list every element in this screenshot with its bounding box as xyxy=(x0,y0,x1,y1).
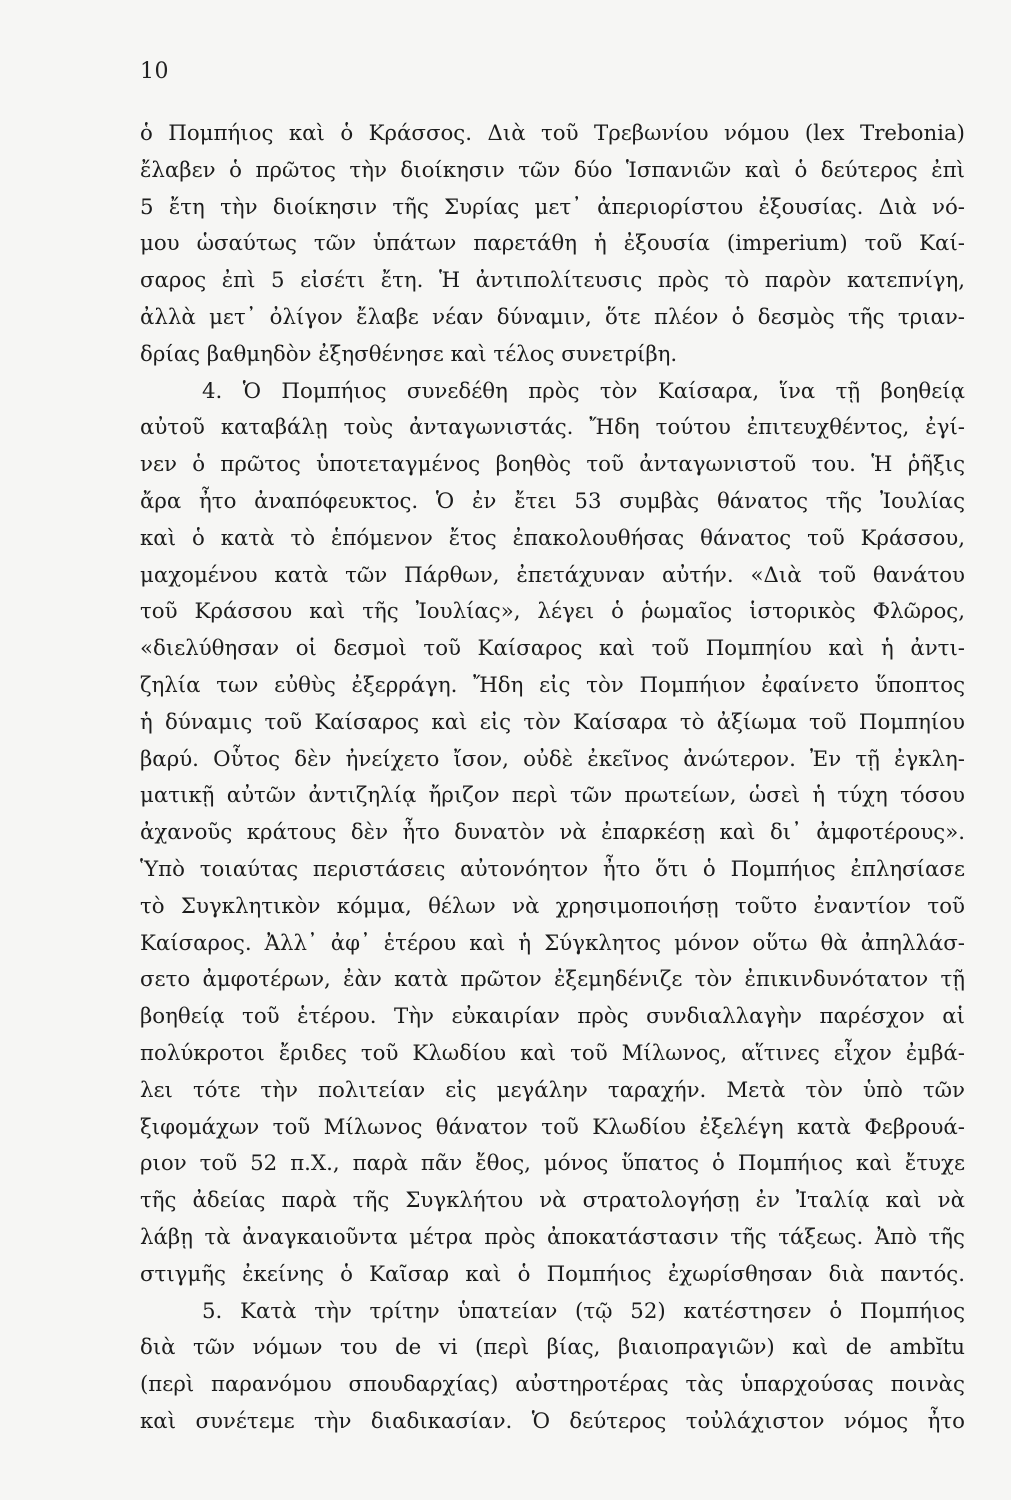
text-line: τὸ Συγκλητικὸν κόμμα, θέλων νὰ χρησιμοποιήσῃ τοῦτο ἐναντίον τοῦ xyxy=(140,893,965,919)
text-line: ἀλλὰ μετ᾽ ὀλίγον ἔλαβε νέαν δύναμιν, ὅτε πλέον ὁ δεσμὸς τῆς τριαν- xyxy=(140,304,965,330)
text-line: ζηλία των εὐθὺς ἐξερράγη. Ἤδη εἰς τὸν Πομπήιον ἐφαίνετο ὕποπτος xyxy=(140,672,965,698)
text-line: τῆς ἀδείας παρὰ τῆς Συγκλήτου νὰ στρατολογήσῃ ἐν Ἰταλίᾳ καὶ νὰ xyxy=(140,1188,965,1214)
text-line: λει τότε τὴν πολιτείαν εἰς μεγάλην ταραχήν. Μετὰ τὸν ὑπὸ τῶν xyxy=(140,1077,965,1103)
text-line: 4. Ὁ Πομπήιος συνεδέθη πρὸς τὸν Καίσαρα, ἵνα τῇ βοηθείᾳ xyxy=(202,378,965,404)
text-line: νεν ὁ πρῶτος ὑποτεταγμένος βοηθὸς τοῦ ἀνταγωνιστοῦ του. Ἡ ῥῆξις xyxy=(140,452,965,478)
text-line: λάβῃ τὰ ἀναγκαιοῦντα μέτρα πρὸς ἀποκατάστασιν τῆς τάξεως. Ἀπὸ τῆς xyxy=(140,1224,965,1250)
text-line: δρίας βαθμηδὸν ἐξησθένησε καὶ τέλος συνετρίβη. xyxy=(140,341,678,367)
text-line: μου ὡσαύτως τῶν ὑπάτων παρετάθη ἡ ἐξουσία (imperium) τοῦ Καί- xyxy=(140,231,965,257)
text-line: «διελύθησαν οἱ δεσμοὶ τοῦ Καίσαρος καὶ τοῦ Πομπηίου καὶ ἡ ἀντι- xyxy=(140,636,965,662)
text-line: (περὶ παρανόμου σπουδαρχίας) αὐστηροτέρας τὰς ὑπαρχούσας ποινὰς xyxy=(140,1372,965,1398)
text-line: Καίσαρος. Ἀλλ᾽ ἀφ᾽ ἑτέρου καὶ ἡ Σύγκλητος μόνον οὕτω θὰ ἀπηλλάσ- xyxy=(140,930,965,956)
text-line: ξιφομάχων τοῦ Μίλωνος θάνατον τοῦ Κλωδίου ἐξελέγη κατὰ Φεβρουά- xyxy=(140,1114,965,1140)
text-line: μαχομένου κατὰ τῶν Πάρθων, ἐπετάχυναν αὐτήν. «Διὰ τοῦ θανάτου xyxy=(140,562,965,588)
body-text xyxy=(140,116,965,1441)
text-line: ἡ δύναμις τοῦ Καίσαρος καὶ εἰς τὸν Καίσαρα τὸ ἀξίωμα τοῦ Πομπηίου xyxy=(140,709,965,735)
text-line: τοῦ Κράσσου καὶ τῆς Ἰουλίας», λέγει ὁ ῥωμαῖος ἱστορικὸς Φλῶρος, xyxy=(140,599,965,625)
text-line: καὶ συνέτεμε τὴν διαδικασίαν. Ὁ δεύτερος τοὐλάχιστον νόμος ἦτο xyxy=(140,1408,965,1434)
text-line: ἀχανοῦς κράτους δὲν ἦτο δυνατὸν νὰ ἐπαρκέσῃ καὶ δι᾽ ἀμφοτέρους». xyxy=(140,820,965,846)
text-line: στιγμῆς ἐκείνης ὁ Καῖσαρ καὶ ὁ Πομπήιος ἐχωρίσθησαν διὰ παντός. xyxy=(140,1261,965,1287)
text-line: 5 ἔτη τὴν διοίκησιν τῆς Συρίας μετ᾽ ἀπεριορίστου ἐξουσίας. Διὰ νό- xyxy=(140,194,965,220)
text-line: βοηθείᾳ τοῦ ἑτέρου. Τὴν εὐκαιρίαν πρὸς συνδιαλλαγὴν παρέσχον αἱ xyxy=(140,1004,965,1030)
text-line: ἔλαβεν ὁ πρῶτος τὴν διοίκησιν τῶν δύο Ἱσπανιῶν καὶ ὁ δεύτερος ἐπὶ xyxy=(140,157,965,183)
page-number: 10 xyxy=(140,59,169,84)
text-line: ὁ Πομπήιος καὶ ὁ Κράσσος. Διὰ τοῦ Τρεβωνίου νόμου (lex Trebonia) xyxy=(140,121,965,146)
text-line: σαρος ἐπὶ 5 εἰσέτι ἔτη. Ἡ ἀντιπολίτευσις πρὸς τὸ παρὸν κατεπνίγη, xyxy=(140,268,965,294)
text-line: καὶ ὁ κατὰ τὸ ἑπόμενον ἔτος ἐπακολουθήσας θάνατος τοῦ Κράσσου, xyxy=(140,525,965,551)
text-line: σετο ἀμφοτέρων, ἐὰν κατὰ πρῶτον ἐξεμηδένιζε τὸν ἐπικινδυνότατον τῇ xyxy=(140,967,965,993)
text-line: διὰ τῶν νόμων του de vi (περὶ βίας, βιαιοπραγιῶν) καὶ de ambĭtu xyxy=(140,1335,965,1361)
text-line: πολύκροτοι ἔριδες τοῦ Κλωδίου καὶ τοῦ Μίλωνος, αἵτινες εἶχον ἐμβά- xyxy=(140,1040,965,1066)
text-line: ματικῇ αὐτῶν ἀντιζηλίᾳ ἤριζον περὶ τῶν πρωτείων, ὡσεὶ ἡ τύχη τόσου xyxy=(140,783,965,809)
text-line: βαρύ. Οὗτος δὲν ἠνείχετο ἴσον, οὐδὲ ἐκεῖνος ἀνώτερον. Ἐν τῇ ἐγκλη- xyxy=(140,746,965,772)
text-line: αὐτοῦ καταβάλῃ τοὺς ἀνταγωνιστάς. Ἤδη τούτου ἐπιτευχθέντος, ἐγί- xyxy=(140,415,965,441)
text-line: ριον τοῦ 52 π.Χ., παρὰ πᾶν ἔθος, μόνος ὕπατος ὁ Πομπήιος καὶ ἔτυχε xyxy=(140,1151,965,1177)
text-line: Ὑπὸ τοιαύτας περιστάσεις αὐτονόητον ἦτο ὅτι ὁ Πομπήιος ἐπλησίασε xyxy=(140,856,965,882)
text-line: 5. Κατὰ τὴν τρίτην ὑπατείαν (τῷ 52) κατέστησεν ὁ Πομπήιος xyxy=(202,1298,965,1324)
text-line: ἄρα ἦτο ἀναπόφευκτος. Ὁ ἐν ἔτει 53 συμβὰς θάνατος τῆς Ἰουλίας xyxy=(140,488,965,514)
